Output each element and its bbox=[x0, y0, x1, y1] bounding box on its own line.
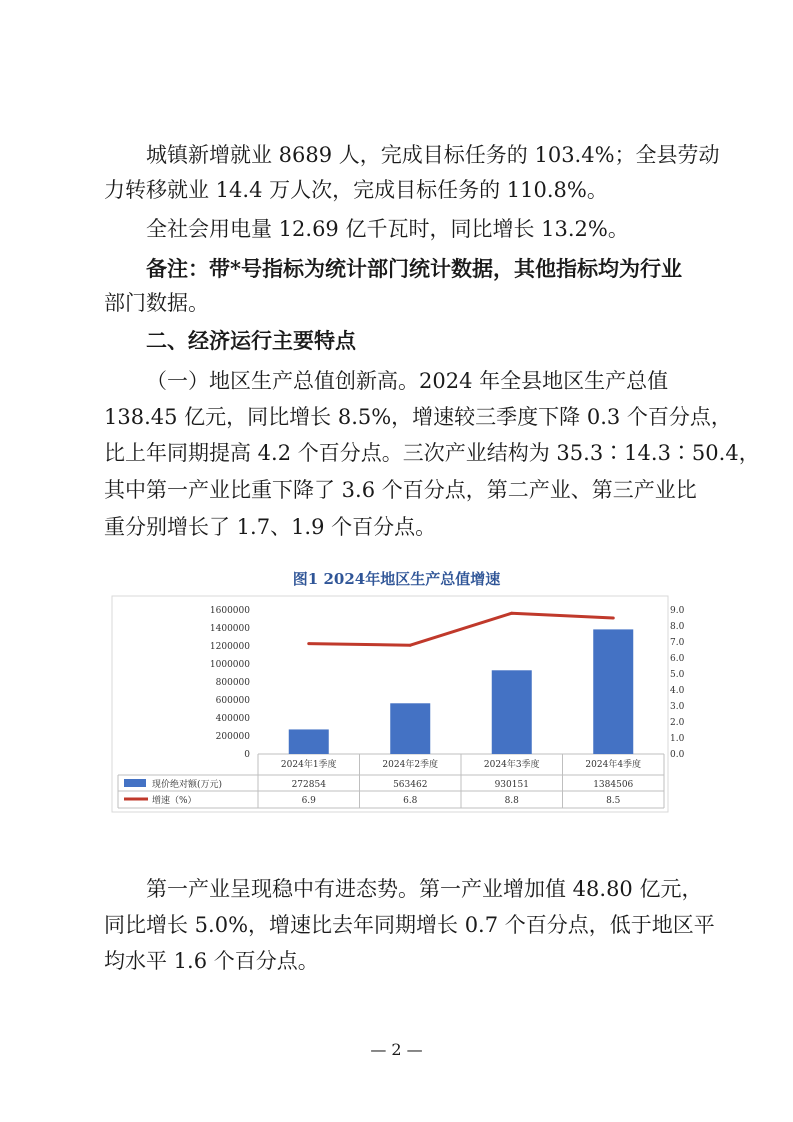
chart-title: 图1 2024年地区生产总值增速 bbox=[292, 570, 501, 588]
x-axis-category-label: 2024年4季度 bbox=[585, 760, 642, 770]
left-axis-tick: 400000 bbox=[215, 714, 250, 724]
right-axis-tick: 6.0 bbox=[670, 654, 685, 664]
section-heading: 二、经济运行主要特点 bbox=[146, 329, 356, 353]
left-axis-tick: 1000000 bbox=[209, 660, 250, 670]
left-axis-tick: 1200000 bbox=[209, 642, 250, 652]
left-axis-tick: 200000 bbox=[215, 732, 250, 742]
growth-line bbox=[309, 613, 614, 645]
paragraph-primary-industry-line2: 同比增长 5.0%，增速比去年同期增长 0.7 个百分点，低于地区平 bbox=[104, 913, 715, 937]
right-axis-tick: 0.0 bbox=[670, 750, 685, 760]
table-value-amount: 563462 bbox=[393, 780, 428, 790]
legend-label-bar: 现价绝对额(万元) bbox=[152, 780, 223, 790]
table-value-amount: 272854 bbox=[291, 780, 326, 790]
right-axis-tick: 2.0 bbox=[670, 718, 685, 728]
table-value-amount: 930151 bbox=[494, 780, 529, 790]
table-value-amount: 1384506 bbox=[593, 780, 634, 790]
left-axis-tick: 0 bbox=[244, 750, 250, 760]
bar bbox=[492, 670, 532, 754]
line-point bbox=[307, 642, 310, 645]
paragraph-primary-industry-line1: 第一产业呈现稳中有进态势。第一产业增加值 48.80 亿元， bbox=[146, 877, 703, 901]
note-line1: 备注：带*号指标为统计部门统计数据，其他指标均为行业 bbox=[146, 256, 682, 281]
bar bbox=[593, 629, 633, 754]
x-axis-category-label: 2024年1季度 bbox=[280, 760, 337, 770]
line-point bbox=[510, 612, 513, 615]
table-value-growth: 8.5 bbox=[606, 796, 621, 806]
right-axis-tick: 3.0 bbox=[670, 702, 685, 712]
bar bbox=[289, 729, 329, 754]
right-axis-tick: 8.0 bbox=[670, 622, 685, 632]
line-point bbox=[612, 617, 615, 620]
paragraph-primary-industry-line3: 均水平 1.6 个百分点。 bbox=[104, 949, 319, 973]
bar bbox=[390, 703, 430, 754]
paragraph-gdp-line3: 比上年同期提高 4.2 个百分点。三次产业结构为 35.3∶14.3∶50.4， bbox=[104, 441, 760, 465]
page-number: — 2 — bbox=[370, 1040, 423, 1059]
left-axis-tick: 1400000 bbox=[209, 624, 250, 634]
paragraph-gdp-line1: （一）地区生产总值创新高。2024 年全县地区生产总值 bbox=[146, 369, 669, 393]
left-axis-tick: 800000 bbox=[215, 678, 250, 688]
x-axis-category-label: 2024年3季度 bbox=[483, 760, 540, 770]
right-axis-tick: 1.0 bbox=[670, 734, 685, 744]
right-axis-tick: 9.0 bbox=[670, 606, 685, 616]
paragraph-employment-line2: 力转移就业 14.4 万人次，完成目标任务的 110.8%。 bbox=[104, 178, 608, 202]
legend-label-line: 增速（%） bbox=[152, 796, 197, 806]
left-axis-tick: 600000 bbox=[215, 696, 250, 706]
line-point bbox=[409, 644, 412, 647]
table-value-growth: 6.9 bbox=[301, 796, 316, 806]
right-axis-tick: 4.0 bbox=[670, 686, 685, 696]
paragraph-gdp-line4: 其中第一产业比重下降了 3.6 个百分点，第二产业、第三产业比 bbox=[104, 478, 697, 502]
note-line2: 部门数据。 bbox=[104, 291, 209, 315]
right-axis-tick: 7.0 bbox=[670, 638, 685, 648]
right-axis-tick: 5.0 bbox=[670, 670, 685, 680]
table-value-growth: 8.8 bbox=[504, 796, 519, 806]
paragraph-electricity: 全社会用电量 12.69 亿千瓦时，同比增长 13.2%。 bbox=[146, 217, 629, 241]
paragraph-gdp-line5: 重分别增长了 1.7、1.9 个百分点。 bbox=[104, 515, 437, 539]
x-axis-category-label: 2024年2季度 bbox=[382, 760, 439, 770]
table-value-growth: 6.8 bbox=[403, 796, 418, 806]
paragraph-employment-line1: 城镇新增就业 8689 人，完成目标任务的 103.4%；全县劳动 bbox=[146, 143, 720, 167]
paragraph-gdp-line2: 138.45 亿元，同比增长 8.5%，增速较三季度下降 0.3 个百分点， bbox=[104, 405, 732, 429]
legend-bar-key bbox=[124, 779, 146, 787]
left-axis-tick: 1600000 bbox=[209, 606, 250, 616]
